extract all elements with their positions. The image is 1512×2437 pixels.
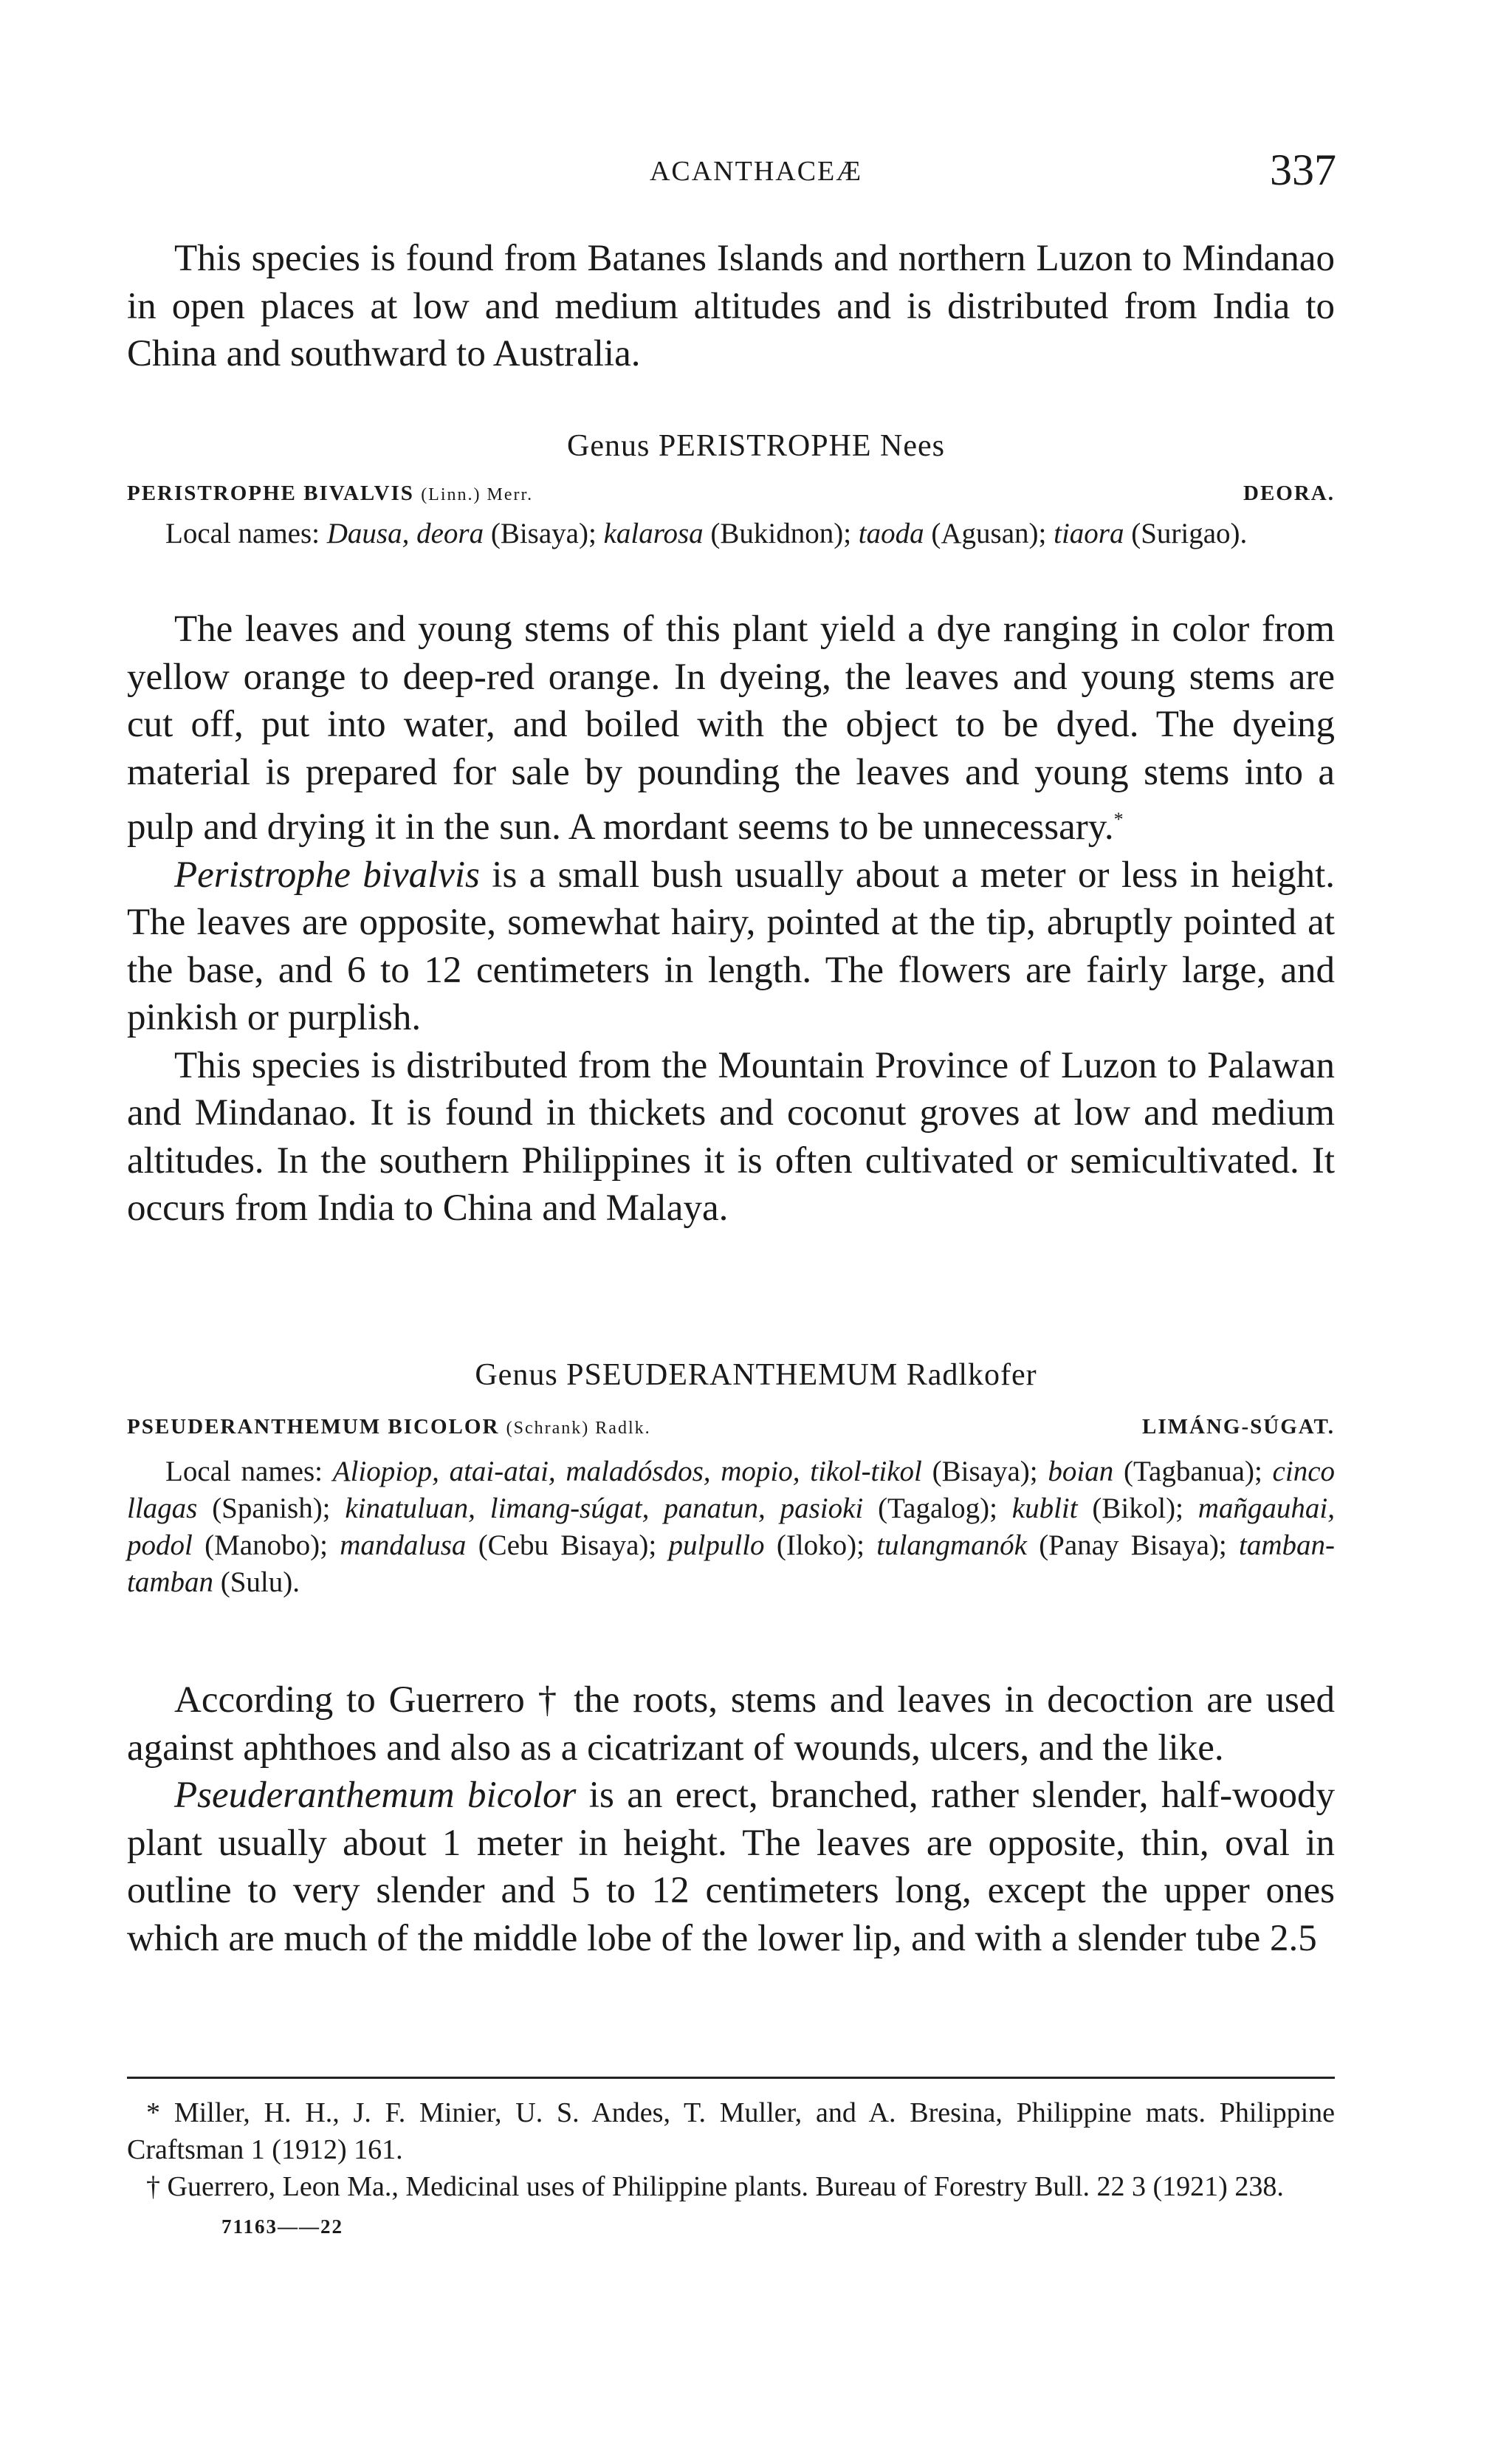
species-line-pseuderanthemum bbox=[127, 1415, 1335, 1439]
local-name: Dausa, deora bbox=[326, 518, 484, 549]
peristrophe-body bbox=[127, 606, 1335, 1233]
local-names-pseuderanthemum bbox=[127, 1453, 1335, 1601]
local-name: taoda bbox=[858, 518, 924, 549]
body-paragraph bbox=[127, 1772, 1335, 1962]
footnote-rule bbox=[127, 2077, 1335, 2079]
species-authority: (Schrank) Radlk. bbox=[506, 1419, 651, 1438]
local-name: Aliopiop, atai-atai, maladósdos, mopio, tikol-tikol bbox=[332, 1456, 922, 1487]
local-name-region: (Panay Bisaya); bbox=[1039, 1529, 1227, 1561]
common-name: DEORA. bbox=[1243, 481, 1335, 505]
species-italic: Pseuderanthemum bicolor bbox=[174, 1775, 577, 1816]
paragraph-text: The leaves and young stems of this plant yield a dye ranging in color from yellow orange to deep-red orange. In dyeing, the leaves and young stems are cut off, put into water, and boiled with the object to be dyed. The dyeing material is prepared for sale by pounding the leaves and young stems into a pulp and drying it in the sun. A mordant seems to be unnecessary. bbox=[127, 609, 1335, 848]
local-name: boian bbox=[1048, 1456, 1114, 1487]
species-title bbox=[127, 481, 533, 506]
species-authority: (Linn.) Merr. bbox=[421, 485, 534, 504]
paragraph-text: This species is distributed from the Mountain Province of Luzon to Palawan and Mindanao. It is found in thickets and coconut groves at low and medium altitudes. In the southern Philippines it is often cultivated or semicultivated. It occurs from India to China and Malaya. bbox=[127, 1044, 1335, 1229]
common-name: LIMÁNG-SÚGAT. bbox=[1142, 1415, 1335, 1439]
body-paragraph bbox=[127, 851, 1335, 1042]
local-name-region: (Sulu). bbox=[220, 1566, 300, 1598]
running-head: ACANTHACEÆ bbox=[649, 156, 863, 187]
local-name-region: (Agusan); bbox=[931, 518, 1047, 549]
footnote-mark: * bbox=[146, 2097, 160, 2128]
paragraph-text: the roots, stems and leaves in decoction are used against aphthoes and also as a cicatrizant of wounds, ulcers, and the like. bbox=[127, 1679, 1335, 1769]
intro-paragraph-block bbox=[127, 235, 1335, 378]
footnotes bbox=[127, 2094, 1335, 2205]
local-names-paragraph bbox=[127, 1453, 1335, 1601]
footnote bbox=[127, 2168, 1335, 2205]
local-name: tamban-tamban bbox=[127, 1529, 1336, 1598]
species-title bbox=[127, 1415, 651, 1439]
local-name: kinatuluan, limang-súgat, panatun, pasioki bbox=[345, 1492, 864, 1524]
local-name: tulangmanók bbox=[876, 1529, 1027, 1561]
local-names-label: Local names: bbox=[165, 518, 320, 549]
footnote-text: Miller, H. H., J. F. Minier, U. S. Andes, T. Muller, and A. Bresina, Philippine mats. Philippine Craftsman 1 (1912) 161. bbox=[127, 2097, 1335, 2165]
local-names-paragraph bbox=[127, 515, 1335, 552]
local-name-region: (Bikol); bbox=[1092, 1492, 1183, 1524]
species-name: PERISTROPHE BIVALVIS bbox=[127, 481, 414, 505]
local-name-region: (Manobo); bbox=[205, 1529, 328, 1561]
body-paragraph bbox=[127, 1676, 1335, 1772]
local-name-region: (Tagalog); bbox=[878, 1492, 997, 1524]
local-name: mañgauhai, podol bbox=[127, 1492, 1335, 1561]
pseuderanthemum-body bbox=[127, 1676, 1335, 1962]
local-name-region: (Bisaya); bbox=[932, 1456, 1038, 1487]
paragraph-text: According to Guerrero bbox=[174, 1679, 538, 1721]
local-names-peristrophe bbox=[127, 515, 1335, 552]
printer-signature: 71163——22 bbox=[221, 2215, 344, 2238]
species-name: PSEUDERANTHEMUM BICOLOR bbox=[127, 1415, 500, 1439]
genus-heading-peristrophe: Genus PERISTROPHE Nees bbox=[567, 429, 945, 463]
local-name-region: (Surigao). bbox=[1131, 518, 1248, 549]
local-name: mandalusa bbox=[340, 1529, 467, 1561]
intro-paragraph: This species is found from Batanes Islands and northern Luzon to Mindanao in open places at low and medium altitudes and is distributed from India to China and southward to Australia. bbox=[127, 238, 1335, 374]
footnote-text: Guerrero, Leon Ma., Medicinal uses of Philippine plants. Bureau of Forestry Bull. 22 3 (1921) 238. bbox=[167, 2171, 1284, 2202]
genus-heading-pseuderanthemum: Genus PSEUDERANTHEMUM Radlkofer bbox=[475, 1358, 1037, 1392]
footnote-mark: * bbox=[1113, 809, 1124, 830]
paragraph-text: is an erect, branched, rather slender, half-woody plant usually about 1 meter in height. The leaves are opposite, thin, oval in outline to very slender and 5 to 12 centimeters long, except the upper ones which are much of the middle lobe of the lower lip, and with a slender tube 2.5 bbox=[127, 1775, 1335, 1959]
local-name: kublit bbox=[1011, 1492, 1078, 1524]
footnote-mark: † bbox=[146, 2171, 160, 2202]
local-name-region: (Bukidnon); bbox=[710, 518, 852, 549]
local-name: tiaora bbox=[1054, 518, 1124, 549]
local-name-region: (Spanish); bbox=[212, 1492, 331, 1524]
local-name-region: (Tagbanua); bbox=[1123, 1456, 1262, 1487]
local-names-label: Local names: bbox=[165, 1456, 323, 1487]
species-line-peristrophe bbox=[127, 481, 1335, 506]
local-name-region: (Cebu Bisaya); bbox=[478, 1529, 657, 1561]
local-name-region: (Bisaya); bbox=[490, 518, 597, 549]
local-name: pulpullo bbox=[668, 1529, 765, 1561]
local-name: cinco llagas bbox=[127, 1456, 1336, 1524]
body-paragraph bbox=[127, 606, 1335, 851]
paragraph-text: is a small bush usually about a meter or less in height. The leaves are opposite, somewhat hairy, pointed at the tip, abruptly pointed at the base, and 6 to 12 centimeters in length. The flowers are fairly large, and pinkish or purplish. bbox=[127, 854, 1335, 1038]
local-name-region: (Iloko); bbox=[776, 1529, 865, 1561]
footnote-mark: † bbox=[537, 1679, 561, 1721]
page-number: 337 bbox=[1270, 145, 1336, 194]
species-italic: Peristrophe bivalvis bbox=[174, 854, 480, 896]
footnote bbox=[127, 2094, 1335, 2168]
body-paragraph bbox=[127, 1042, 1335, 1233]
local-name: kalarosa bbox=[603, 518, 704, 549]
